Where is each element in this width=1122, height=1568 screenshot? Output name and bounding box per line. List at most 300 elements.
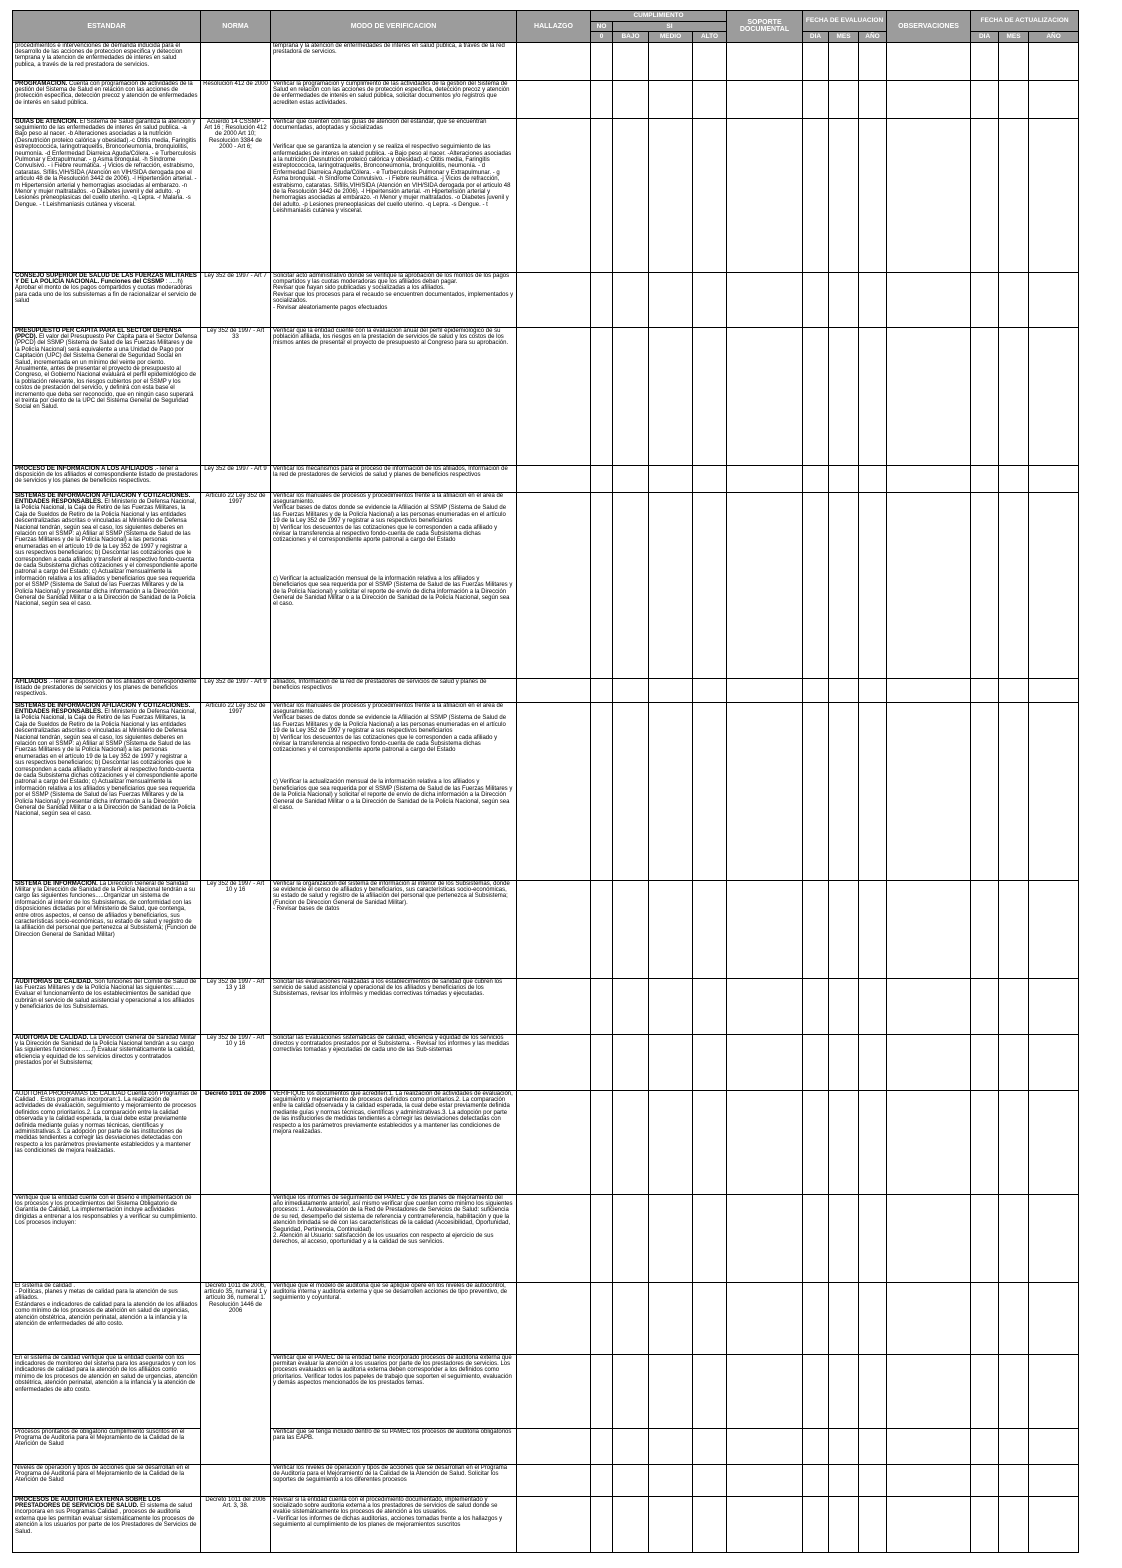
cell-estandar (13, 1194, 201, 1282)
cell-input[interactable] (613, 272, 649, 327)
cell-input[interactable] (887, 465, 971, 492)
estandar-title: AUDITORIA DE CALIDAD. (15, 1034, 89, 1041)
cell-input[interactable] (649, 80, 693, 118)
cell-input[interactable] (999, 1034, 1029, 1090)
cell-input[interactable] (649, 1194, 693, 1282)
cell-input[interactable] (591, 1034, 613, 1090)
cell-input[interactable] (887, 272, 971, 327)
cell-input[interactable] (649, 1496, 693, 1552)
cell-input[interactable] (971, 702, 999, 880)
cell-input[interactable] (803, 42, 829, 80)
cell-input[interactable] (591, 1464, 613, 1496)
cell-input[interactable] (887, 1428, 971, 1464)
cell-input[interactable] (613, 1282, 649, 1354)
cell-input[interactable] (999, 1354, 1029, 1428)
header-observaciones: OBSERVACIONES (887, 11, 971, 43)
cell-input[interactable] (803, 465, 829, 492)
cell-input[interactable] (803, 1194, 829, 1282)
cell-input[interactable] (803, 1464, 829, 1496)
cell-input[interactable] (693, 80, 727, 118)
cell-input[interactable] (999, 978, 1029, 1034)
cell-input[interactable] (613, 880, 649, 978)
cell-input[interactable] (1029, 1282, 1079, 1354)
cell-input[interactable] (517, 1354, 591, 1428)
table-row (13, 1194, 1079, 1282)
cell-input[interactable] (887, 1282, 971, 1354)
cell-input[interactable] (693, 1090, 727, 1194)
cell-input[interactable] (1029, 880, 1079, 978)
cell-input[interactable] (1029, 1428, 1079, 1464)
cell-input[interactable] (693, 118, 727, 272)
cell-input[interactable] (859, 978, 887, 1034)
cell-input[interactable] (693, 880, 727, 978)
cell-input[interactable] (727, 880, 803, 978)
header-fecha-evaluacion: FECHA DE EVALUACION (803, 11, 887, 32)
cell-input[interactable] (859, 42, 887, 80)
cell-input[interactable] (859, 1496, 887, 1552)
cell-input[interactable] (887, 327, 971, 465)
cell-input[interactable] (971, 80, 999, 118)
cell-input[interactable] (693, 1464, 727, 1496)
cell-input[interactable] (613, 42, 649, 80)
cell-input[interactable] (829, 1282, 859, 1354)
cell-input[interactable] (829, 327, 859, 465)
cell-input[interactable] (517, 1496, 591, 1552)
cell-estandar (13, 978, 201, 1034)
cell-input[interactable] (887, 678, 971, 702)
cell-input[interactable] (859, 880, 887, 978)
cell-input[interactable] (999, 880, 1029, 978)
cell-input[interactable] (591, 702, 613, 880)
cell-input[interactable] (859, 118, 887, 272)
cell-modo-verificacion: Verificar que cuenten con las guías de atención del estándar, que se encuentran documentadas, adoptadas y socializadas Verificar que se garantiza la atencion y se realiza el respectivo seguimiento de las enfermedades de interes en salud publica. -a Bajo peso al nacer. -Alteraciones asociadas a la nutrición (Desnutrición proteico calórica y obesidad).-c Otitis media, Faringitis estreptococcica, laringotraqueitis, Bronconeumonía, bronquiolitis, neumonía. - d Enfermedad Diarreica Aguda/Cólera. - e Turberculosis Pulmonar y Extrapulmunar. - g Asma bronquial. -h Síndrome Convulsivo. - i Fiebre reumática. -j Vicios de refracción, estrabismo, cataratas. Sífilis,VIH/SIDA (Atención en VIH/SIDA derogada por el articulo 48 de la Resolución 3442 de 2006). -l Hipertensión arterial. -m Hipertensión arterial y hemorragias asociadas al embarazo. -n Menor y mujer maltratados. -o Diabetes juvenil y del adulto. -p Lesiones preneoplasicas del cuello uterino. -q Lepra. -s Dengue. - t Leishmaniasis cutánea y visceral. (271, 118, 517, 272)
table-row (13, 118, 1079, 272)
cell-input[interactable] (613, 978, 649, 1034)
cell-input[interactable] (971, 678, 999, 702)
cell-input[interactable] (591, 1496, 613, 1552)
header-ano-act: AÑO (1029, 32, 1079, 43)
cell-input[interactable] (649, 1354, 693, 1428)
cell-input[interactable] (829, 1194, 859, 1282)
cell-input[interactable] (591, 1428, 613, 1464)
cell-input[interactable] (971, 1090, 999, 1194)
cell-input[interactable] (649, 978, 693, 1034)
cell-input[interactable] (591, 118, 613, 272)
cell-input[interactable] (971, 1464, 999, 1496)
cell-input[interactable] (613, 702, 649, 880)
cell-input[interactable] (1029, 1496, 1079, 1552)
cell-input[interactable] (887, 118, 971, 272)
cell-input[interactable] (803, 80, 829, 118)
cell-input[interactable] (887, 880, 971, 978)
cell-input[interactable] (999, 327, 1029, 465)
cell-input[interactable] (971, 118, 999, 272)
cell-input[interactable] (803, 1428, 829, 1464)
cell-input[interactable] (999, 492, 1029, 678)
cell-input[interactable] (591, 492, 613, 678)
cell-input[interactable] (999, 1090, 1029, 1194)
cell-estandar (13, 678, 201, 702)
table-body (13, 42, 1079, 1552)
cell-input[interactable] (649, 327, 693, 465)
cell-input[interactable] (829, 1090, 859, 1194)
cell-input[interactable] (829, 42, 859, 80)
cell-input[interactable] (999, 80, 1029, 118)
cell-input[interactable] (517, 1034, 591, 1090)
cell-input[interactable] (887, 1354, 971, 1428)
estandar-text: : .....h) Aprobar el monto de los pagos compartidos y cuotas moderadoras para cada uno de los subsistemas a fin de racionalizar el servicio de salud (15, 278, 197, 305)
cell-input[interactable] (1029, 492, 1079, 678)
cell-input[interactable] (859, 465, 887, 492)
cell-estandar (13, 327, 201, 465)
cell-input[interactable] (649, 880, 693, 978)
cell-input[interactable] (999, 678, 1029, 702)
cell-input[interactable] (727, 1090, 803, 1194)
cell-input[interactable] (727, 1496, 803, 1552)
cell-input[interactable] (971, 1428, 999, 1464)
cell-input[interactable] (999, 118, 1029, 272)
cell-modo-verificacion: Verificar los manuales de procesos y procedimientos frente a la afiliacion en el area de aseguramiento. Verificar bases de datos donde se evidencie la Afiliación al SSMP (Sistema de Salud de las Fuerzas Militares y de la Policía Nacional) a las personas enumeradas en el artículo 19 de la Ley 352 de 1997 y registrar a sus respectivos beneficiarios b) Verificar los descuentos de las cotizaciones que le corresponden a cada afiliado y revisar la transferencia al respectivo fondo-cuenta de cada Subsistema dichas cotizaciones y el correspondiente aporte patronal a cargo del Estado c) Verificar la actualización mensual de la información relativa a los afiliados y beneficiarios que sea requerida por el SSMP (Sistema de Salud de las Fuerzas Militares y de la Policía Nacional) y solicitar el reporte de envío de dicha información a la Dirección General de Sanidad Militar o a la Dirección de Sanidad de la Policía Nacional, según sea el caso. (271, 702, 517, 880)
cell-input[interactable] (649, 492, 693, 678)
cell-input[interactable] (1029, 1194, 1079, 1282)
cell-input[interactable] (803, 492, 829, 678)
cell-input[interactable] (727, 492, 803, 678)
cell-input[interactable] (1029, 978, 1079, 1034)
cell-input[interactable] (517, 272, 591, 327)
cell-input[interactable] (999, 1464, 1029, 1496)
header-alto: ALTO (693, 32, 727, 43)
cell-input[interactable] (517, 702, 591, 880)
cell-input[interactable] (649, 42, 693, 80)
cell-input[interactable] (803, 327, 829, 465)
cell-input[interactable] (517, 1282, 591, 1354)
cell-input[interactable] (591, 1194, 613, 1282)
cell-input[interactable] (859, 492, 887, 678)
cell-input[interactable] (727, 1428, 803, 1464)
cell-input[interactable] (1029, 1354, 1079, 1428)
cell-input[interactable] (591, 978, 613, 1034)
cell-input[interactable] (693, 1194, 727, 1282)
cell-input[interactable] (887, 1090, 971, 1194)
cell-input[interactable] (803, 118, 829, 272)
cell-estandar (13, 1090, 201, 1194)
cell-input[interactable] (591, 42, 613, 80)
cell-input[interactable] (887, 702, 971, 880)
table-row (13, 272, 1079, 327)
estandar-title: PRESUPUESTO PER CÁPITA PARA EL SECTOR DEFENSA (PPCD). (15, 327, 182, 340)
cell-input[interactable] (1029, 1090, 1079, 1194)
estandar-text: .-Tener a disposición de los afiliados el correspondiente listado de prestadores de servicios y los planes de beneficios respectivos. (15, 678, 197, 698)
cell-input[interactable] (859, 80, 887, 118)
cell-input[interactable] (829, 272, 859, 327)
cell-input[interactable] (649, 702, 693, 880)
cell-modo-verificacion: Verificar los mecanismos para el proceso de información de los afiliados, Información de la red de prestadores de servicios de salud y planes de beneficios respectivos (271, 465, 517, 492)
cell-input[interactable] (803, 1496, 829, 1552)
cell-input[interactable] (613, 1034, 649, 1090)
cell-input[interactable] (999, 42, 1029, 80)
cell-input[interactable] (693, 1496, 727, 1552)
cell-modo-verificacion: VERIFIQUE los documentos que acrediten:1. La realización de actividades de evaluación, seguimiento y mejoramiento de procesos definidos como prioritarios.2. La comparación entre la calidad observada y la calidad esperada, la cual debe estar previamente definida mediante guías y normas técnicas, científicas y administrativas.3. La adopción por parte de las instituciones de medidas tendientes a corregir las desviaciones detectadas con respecto a los parámetros previamente establecidos y a mantener las condiciones de mejora realizadas. (271, 1090, 517, 1194)
cell-input[interactable] (999, 702, 1029, 880)
cell-input[interactable] (1029, 42, 1079, 80)
cell-input[interactable] (829, 80, 859, 118)
cell-input[interactable] (971, 1034, 999, 1090)
cell-input[interactable] (859, 1354, 887, 1428)
cell-input[interactable] (971, 1282, 999, 1354)
cell-input[interactable] (591, 465, 613, 492)
cell-input[interactable] (859, 702, 887, 880)
cell-input[interactable] (829, 1428, 859, 1464)
estandar-title: PROCESO DE INFORMACIÓN A LOS AFILIADOS (15, 465, 154, 472)
cell-input[interactable] (971, 272, 999, 327)
cell-input[interactable] (649, 1034, 693, 1090)
cell-input[interactable] (859, 327, 887, 465)
cell-input[interactable] (999, 1428, 1029, 1464)
cell-input[interactable] (517, 465, 591, 492)
cell-input[interactable] (803, 702, 829, 880)
cell-input[interactable] (517, 678, 591, 702)
cell-input[interactable] (727, 1354, 803, 1428)
cell-input[interactable] (591, 880, 613, 978)
header-cero: 0 (591, 32, 613, 43)
cell-input[interactable] (971, 978, 999, 1034)
cell-input[interactable] (1029, 272, 1079, 327)
cell-estandar (13, 1354, 201, 1428)
cell-input[interactable] (727, 978, 803, 1034)
cell-input[interactable] (829, 678, 859, 702)
cell-input[interactable] (517, 978, 591, 1034)
cell-input[interactable] (859, 1090, 887, 1194)
cell-input[interactable] (829, 1034, 859, 1090)
cell-input[interactable] (727, 80, 803, 118)
cell-input[interactable] (859, 272, 887, 327)
cell-input[interactable] (591, 272, 613, 327)
estandar-title: PROGRAMACION. (15, 80, 68, 87)
cell-input[interactable] (649, 1428, 693, 1464)
table-row (13, 880, 1079, 978)
cell-estandar (13, 702, 201, 880)
cell-input[interactable] (1029, 80, 1079, 118)
cell-input[interactable] (727, 1282, 803, 1354)
cell-input[interactable] (971, 465, 999, 492)
cell-input[interactable] (829, 118, 859, 272)
cell-input[interactable] (727, 42, 803, 80)
cell-input[interactable] (613, 465, 649, 492)
cell-norma: Artículo 22 Ley 352 de 1997 (201, 492, 271, 678)
cell-input[interactable] (1029, 1034, 1079, 1090)
cell-input[interactable] (829, 702, 859, 880)
cell-input[interactable] (829, 1464, 859, 1496)
cell-input[interactable] (803, 678, 829, 702)
cell-input[interactable] (693, 1282, 727, 1354)
cell-input[interactable] (887, 1194, 971, 1282)
table-row (13, 80, 1079, 118)
cell-input[interactable] (613, 1428, 649, 1464)
cell-input[interactable] (971, 492, 999, 678)
cell-input[interactable] (887, 80, 971, 118)
cell-input[interactable] (693, 702, 727, 880)
cell-input[interactable] (971, 1354, 999, 1428)
cell-input[interactable] (803, 1034, 829, 1090)
estandar-title: SISTEMAS DE INFORMACIÓN AFILIACIÓN Y COTIZACIONES. ENTIDADES RESPONSABLES. (15, 702, 191, 715)
cell-input[interactable] (727, 118, 803, 272)
header-modo-verificacion: MODO DE VERIFICACION (271, 11, 517, 43)
cell-input[interactable] (859, 1464, 887, 1496)
cell-input[interactable] (591, 80, 613, 118)
cell-input[interactable] (887, 42, 971, 80)
cell-input[interactable] (971, 327, 999, 465)
cell-input[interactable] (829, 1496, 859, 1552)
cell-input[interactable] (1029, 678, 1079, 702)
cell-input[interactable] (1029, 1464, 1079, 1496)
cell-input[interactable] (613, 80, 649, 118)
cell-modo-verificacion: Verifique los informes de seguimiento del PAMEC y de los planes de mejoramiento del año inmediatamente anterior, así mismo verificar que cuenten como minimo los siguientes procesos: 1. Autoevaluación de la Red de Prestadores de Servicios de Salud: suficiencia de su red, desempeño del sistema de referencia y contrarreferencia, habilitación y que la atención brindada se dé con las características de la calidad (Accesibilidad, Oportunidad, Seguridad, Pertinencia, Continuidad) 2. Atención al Usuario: satisfacción de los usuarios con respecto al ejercicio de sus derechos, al acceso, oportunidad y a la calidad de sus servicios. (271, 1194, 517, 1282)
cell-norma (201, 1194, 271, 1282)
cell-input[interactable] (727, 1034, 803, 1090)
cell-input[interactable] (649, 465, 693, 492)
cell-estandar (13, 42, 201, 80)
cell-input[interactable] (649, 1090, 693, 1194)
cell-input[interactable] (693, 465, 727, 492)
cell-input[interactable] (887, 1034, 971, 1090)
cell-input[interactable] (859, 1282, 887, 1354)
cell-input[interactable] (693, 1034, 727, 1090)
cell-input[interactable] (613, 118, 649, 272)
cell-input[interactable] (517, 327, 591, 465)
cell-input[interactable] (693, 678, 727, 702)
estandar-title: SISTEMA DE INFORMACIÓN. (15, 880, 98, 887)
cell-input[interactable] (829, 880, 859, 978)
cell-input[interactable] (727, 465, 803, 492)
header-norma: NORMA (201, 11, 271, 43)
cell-modo-verificacion: Verifique que el modelo de auditoria que se aplique opere en los niveles de autocontrol, auditoria interna y auditoria externa y que se desarrollen acciones de tipo preventivo, de seguimiento y coyuntural. (271, 1282, 517, 1354)
cell-input[interactable] (803, 1090, 829, 1194)
cell-input[interactable] (803, 880, 829, 978)
cell-estandar (13, 1428, 201, 1464)
cell-input[interactable] (517, 1090, 591, 1194)
cell-input[interactable] (693, 327, 727, 465)
cell-input[interactable] (693, 1354, 727, 1428)
cell-input[interactable] (517, 80, 591, 118)
cell-input[interactable] (649, 1464, 693, 1496)
cell-input[interactable] (727, 678, 803, 702)
estandar-title: GUIAS DE ATENCION. (15, 118, 79, 125)
cell-input[interactable] (829, 492, 859, 678)
cell-input[interactable] (859, 678, 887, 702)
cell-input[interactable] (887, 1464, 971, 1496)
cell-input[interactable] (649, 118, 693, 272)
cell-estandar (13, 492, 201, 678)
cell-input[interactable] (999, 1496, 1029, 1552)
cell-input[interactable] (887, 1496, 971, 1552)
cell-input[interactable] (971, 880, 999, 978)
table-row (13, 465, 1079, 492)
cell-input[interactable] (613, 1464, 649, 1496)
cell-input[interactable] (999, 1194, 1029, 1282)
cell-input[interactable] (727, 327, 803, 465)
table-row (13, 1034, 1079, 1090)
cell-input[interactable] (591, 1282, 613, 1354)
cell-input[interactable] (613, 1090, 649, 1194)
cell-input[interactable] (517, 42, 591, 80)
cell-input[interactable] (613, 1354, 649, 1428)
cell-modo-verificacion: Revisar si la entidad cuenta con el procedimiento documentado, implementado y socializado sobre auditoria externa a los prestadores de servicios de salud donde se evalúe sistemáticamente los procesos de atención a los usuarios. - Verificar los informes de dichas auditorias, acciones tomadas frente a los hallazgos y seguimiento al cumplimiento de los planes de mejoramientos suscritos (271, 1496, 517, 1552)
cell-input[interactable] (1029, 465, 1079, 492)
cell-input[interactable] (693, 492, 727, 678)
header-fecha-actualizacion: FECHA DE ACTUALIZACION (971, 11, 1079, 32)
estandar-text: AUDITORIA PROGRAMAS DE CALIDAD Cuenta con Programas de Calidad . Estos programas incorporan:1. La realización de actividades de evaluación, seguimiento y mejoramiento de procesos definidos como prioritarios.2. La comparación entre la calidad observada y la calidad esperada, la cual debe estar previamente definida mediante guías y normas técnicas, científicas y administrativas.3. La adopción por parte de las instituciones de medidas tendientes a corregir las desviaciones detectadas con respecto a los parámetros previamente establecidos y a mantener las condiciones de mejora realizadas. (15, 1090, 198, 1155)
cell-input[interactable] (517, 880, 591, 978)
estandar-text: El Sistema de Salud garantiza la atencion y seguimiento de las enfermedades de interes en salud publica. -a Bajo peso al nacer. -b Alteraciones asociadas a la nutrición (Desnutrición proteico calórica y obesidad).-c Otitis media, Faringitis estreptococcica, laringotraqueitis, Bronconeumonía, bronquiolitis, neumonía. -d Enfermedad Diarreica Aguda/Cólera. - e Turberculosis Pulmonar y Extrapulmunar. - g Asma bronquial. -h Síndrome Convulsivo. - i Fiebre reumática. -j Vicios de refracción, estrabismo, cataratas. Sífilis,VIH/SIDA (Atención en VIH/SIDA derogada poe el articulo 48 de la Resolución 3442 de 2006). -l Hipertensión arterial. -m Hipertensión arterial y hemorragias asociadas al embarazo. -n Menor y mujer maltratados. -o Diabetes juvenil y del adulto. -p Lesiones preneoplasicas del cuello uterino. -q Lepra. -r Malaria. -s Dengue. - t Leishmaniasis cutánea y visceral. (15, 118, 197, 208)
cell-input[interactable] (693, 978, 727, 1034)
cell-input[interactable] (517, 1428, 591, 1464)
cell-norma: Decreto 1011 de 2006 (201, 1090, 271, 1194)
cell-norma (201, 42, 271, 80)
cell-input[interactable] (591, 678, 613, 702)
cell-input[interactable] (803, 1354, 829, 1428)
cell-input[interactable] (971, 1496, 999, 1552)
cell-estandar (13, 1464, 201, 1496)
cell-input[interactable] (727, 1464, 803, 1496)
cell-input[interactable] (517, 492, 591, 678)
cell-input[interactable] (999, 465, 1029, 492)
cell-input[interactable] (693, 42, 727, 80)
cell-input[interactable] (591, 1354, 613, 1428)
cell-input[interactable] (803, 978, 829, 1034)
cell-input[interactable] (517, 1194, 591, 1282)
cell-input[interactable] (1029, 327, 1079, 465)
estandar-text: En el sistema de calidad verifique que la entidad cuente con los indicadores de monitoreo del sistema para los asegurados y con los indicadores de calidad para la atención de los afiliados como mínimo de los procesos de atención en salud de urgencias, atención obstétrica, atención perinatal, atención a la infancia y la atención de enfermedades de alto costo. (15, 1354, 198, 1393)
cell-input[interactable] (727, 1194, 803, 1282)
cell-input[interactable] (829, 978, 859, 1034)
cell-input[interactable] (859, 1194, 887, 1282)
cell-input[interactable] (649, 678, 693, 702)
cell-input[interactable] (829, 1354, 859, 1428)
cell-input[interactable] (887, 978, 971, 1034)
cell-input[interactable] (591, 327, 613, 465)
cell-input[interactable] (999, 1282, 1029, 1354)
cell-input[interactable] (803, 1282, 829, 1354)
cell-input[interactable] (999, 272, 1029, 327)
cell-input[interactable] (887, 492, 971, 678)
cell-input[interactable] (517, 1464, 591, 1496)
cell-input[interactable] (649, 272, 693, 327)
cell-input[interactable] (859, 1034, 887, 1090)
estandar-text: El sistema de calidad . - Políticas, planes y metas de calidad para la atención de sus afiliados. Estándares e indicadores de calidad para la atención de los afiliados como mínimo de los procesos de atención en salud de urgencias, atención obstétrica, atención perinatal, atención a la infancia y la atención de enfermedades de alto costo. (15, 1282, 198, 1327)
cell-input[interactable] (613, 1194, 649, 1282)
cell-input[interactable] (971, 42, 999, 80)
cell-input[interactable] (859, 1428, 887, 1464)
cell-input[interactable] (649, 1282, 693, 1354)
cell-modo-verificacion: afiliados, Información de la red de prestadores de servicios de salud y planes de beneficios respectivos (271, 678, 517, 702)
cell-input[interactable] (591, 1090, 613, 1194)
cell-input[interactable] (1029, 702, 1079, 880)
cell-input[interactable] (693, 1428, 727, 1464)
cell-input[interactable] (727, 702, 803, 880)
cell-input[interactable] (803, 272, 829, 327)
cell-input[interactable] (613, 678, 649, 702)
cell-input[interactable] (693, 272, 727, 327)
cell-input[interactable] (829, 465, 859, 492)
cell-input[interactable] (613, 1496, 649, 1552)
cell-input[interactable] (613, 327, 649, 465)
cell-input[interactable] (613, 492, 649, 678)
cell-input[interactable] (727, 272, 803, 327)
cell-input[interactable] (971, 1194, 999, 1282)
cell-norma: Ley 352 de 1997 - Art 33 (201, 327, 271, 465)
cell-input[interactable] (1029, 118, 1079, 272)
cell-input[interactable] (517, 118, 591, 272)
